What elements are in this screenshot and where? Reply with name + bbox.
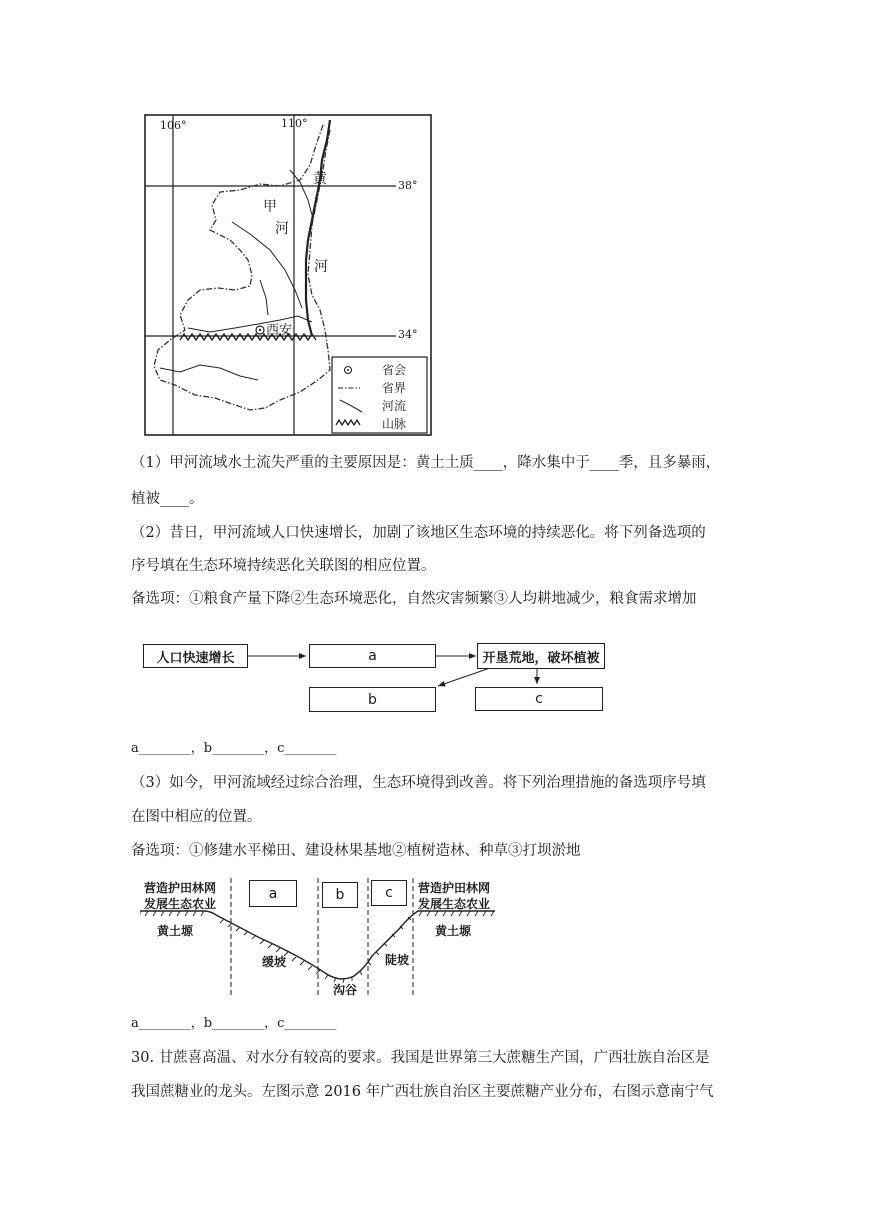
q2-line1: （2）昔日，甲河流域人口快速增长，加剧了该地区生态环境的持续恶化。将下列备选项的 [131,525,706,541]
flow-box-b[interactable]: b [309,687,436,712]
q2-options: 备选项：①粮食产量下降②生态环境恶化，自然灾害频繁③人均耕地减少，粮食需求增加 [131,591,697,607]
q3-line2: 在图中相应的位置。 [131,809,262,825]
lat-38-label: 38° [398,179,418,192]
right-measure-line2: 发展生态农业 [418,897,491,911]
right-measure-line1: 营造护田林网 [418,881,491,895]
legend-mountain: 山脉 [382,417,407,431]
legend-river: 河流 [382,399,407,413]
flow-kaiken-box: 开垦荒地，破坏植被 [477,643,605,669]
lat-34-label: 34° [398,328,418,341]
legend-capital: 省会 [382,363,407,377]
gentle-slope-label: 缓坡 [262,955,287,969]
jia-river-char-1: 甲 [263,199,277,215]
q3-answer[interactable]: a________，b________，c________ [131,1016,337,1031]
q3-line1: （3）如今，甲河流域经过综合治理，生态环境得到改善。将下列治理措施的备选项序号填 [131,775,706,791]
yellow-river-char-1: 黄 [313,171,327,187]
q3-options: 备选项：①修建水平梯田、建设林果基地②植树造林、种草③打坝淤地 [131,843,581,859]
gully-box-a[interactable]: a [249,880,297,907]
xian-label: 西安 [266,323,293,338]
q2-line2: 序号填在生态环境持续恶化关联图的相应位置。 [131,558,436,574]
q1-line1: （1）甲河流域水土流失严重的主要原因是：黄土土质____，降水集中于____季，且多暴雨， [131,455,721,471]
steep-slope-label: 陡坡 [385,953,410,967]
lon-106-label: 106° [160,119,187,132]
gully-box-c[interactable]: c [371,880,407,906]
q2-answer[interactable]: a________，b________，c________ [131,741,337,756]
jia-river-char-2: 河 [275,221,289,237]
gully-label: 沟谷 [333,983,358,997]
yellow-river-char-2: 河 [314,259,328,275]
left-loess-tableland-label: 黄土塬 [157,924,194,938]
flow-box-c[interactable]: c [475,687,603,711]
flow-start-box: 人口快速增长 [143,644,248,668]
legend-boundary: 省界 [382,381,407,395]
left-measure-line1: 营造护田林网 [144,881,217,895]
q30-line1: 30. 甘蔗喜高温、对水分有较高的要求。我国是世界第三大蔗糖生产国，广西壮族自治区是 [131,1050,710,1066]
left-measure-line2: 发展生态农业 [144,897,217,911]
right-loess-tableland-label: 黄土塬 [435,924,472,938]
flow-box-a[interactable]: a [309,644,436,668]
gully-box-b[interactable]: b [322,882,358,908]
q30-line2: 我国蔗糖业的龙头。左图示意 2016 年广西壮族自治区主要蔗糖产业分布，右图示意南宁气 [131,1084,714,1100]
lon-110-label: 110° [281,117,308,130]
q1-line2: 植被____。 [131,491,204,507]
shaanxi-map [140,110,436,440]
